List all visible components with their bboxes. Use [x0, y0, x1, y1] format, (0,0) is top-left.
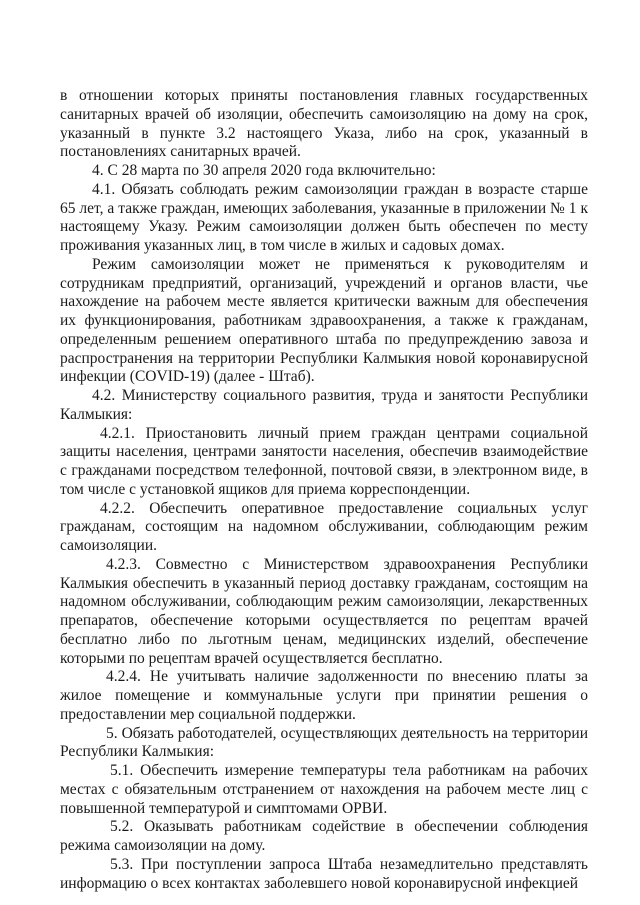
- paragraph-item-5: 5. Обязать работодателей, осуществляющих деятельность на территории Республики Калмыкия:: [60, 724, 588, 761]
- paragraph-item-4-2-1: 4.2.1. Приостановить личный прием граждан центрами социальной защиты населения, центрами занятости населения, обеспечив взаимодействие с гражданами посредством телефонной, почтовой связи, в электронном виде, в том числе с установкой ящиков для приема корреспонденции.: [60, 424, 588, 498]
- paragraph-item-4-2-2: 4.2.2. Обеспечить оперативное предоставление социальных услуг гражданам, состоящим на надомном обслуживании, соблюдающим режим самоизоляции.: [60, 499, 588, 554]
- paragraph-item-5-3: 5.3. При поступлении запроса Штаба незамедлительно представлять информацию о всех контактах заболевшего новой коронавирусной инфекцией: [60, 855, 588, 892]
- paragraph-item-4-2-3: 4.2.3. Совместно с Министерством здравоохранения Республики Калмыкия обеспечить в указанный период доставку гражданам, состоящим на надомном обслуживании, соблюдающим режим самоизоляции, лекарственных препаратов, обеспечение которыми осуществляется по рецептам врачей бесплатно либо по льготным ценам, медицинских изделий, обеспечение которыми по рецептам врачей осуществляется бесплатно.: [60, 555, 588, 667]
- paragraph-item-4-2: 4.2. Министерству социального развития, труда и занятости Республики Калмыкия:: [60, 387, 588, 423]
- document-body: [60, 87, 588, 893]
- paragraph-isolation-continuation: в отношении которых приняты постановления главных государственных санитарных врачей об изоляции, обеспечить самоизоляцию на дому на срок, указанный в пункте 3.2 настоящего Указа, либо на срок, указанный в постановлениях санитарных врачей.: [60, 87, 588, 161]
- paragraph-item-5-1: 5.1. Обеспечить измерение температуры тела работникам на рабочих местах с обязательным отстранением от нахождения на рабочем месте лиц с повышенной температурой и симптомами ОРВИ.: [60, 762, 588, 817]
- paragraph-item-4-1: 4.1. Обязать соблюдать режим самоизоляции граждан в возрасте старше 65 лет, а также граждан, имеющих заболевания, указанные в приложении № 1 к настоящему Указу. Режим самоизоляции должен быть обеспечен по месту проживания указанных лиц, в том числе в жилых и садовых домах.: [60, 180, 588, 254]
- paragraph-self-isolation-exceptions: Режим самоизоляции может не применяться к руководителям и сотрудникам предприятий, организаций, учреждений и органов власти, чье нахождение на рабочем месте является критически важным для обеспечения их функционирования, работникам здравоохранения, а также к гражданам, определенным решением оперативного штаба по предупреждению завоза и распространения на территории Республики Калмыкия новой коронавирусной инфекции (COVID-19) (далее - Штаб).: [60, 255, 588, 386]
- paragraph-item-4-2-4: 4.2.4. Не учитывать наличие задолженности по внесению платы за жилое помещение и коммунальные услуги при принятии решения о предоставлении мер социальной поддержки.: [60, 668, 588, 723]
- paragraph-item-4: 4. С 28 марта по 30 апреля 2020 года включительно:: [92, 162, 436, 179]
- paragraph-item-5-2: 5.2. Оказывать работникам содействие в обеспечении соблюдения режима самоизоляции на дому.: [60, 818, 588, 854]
